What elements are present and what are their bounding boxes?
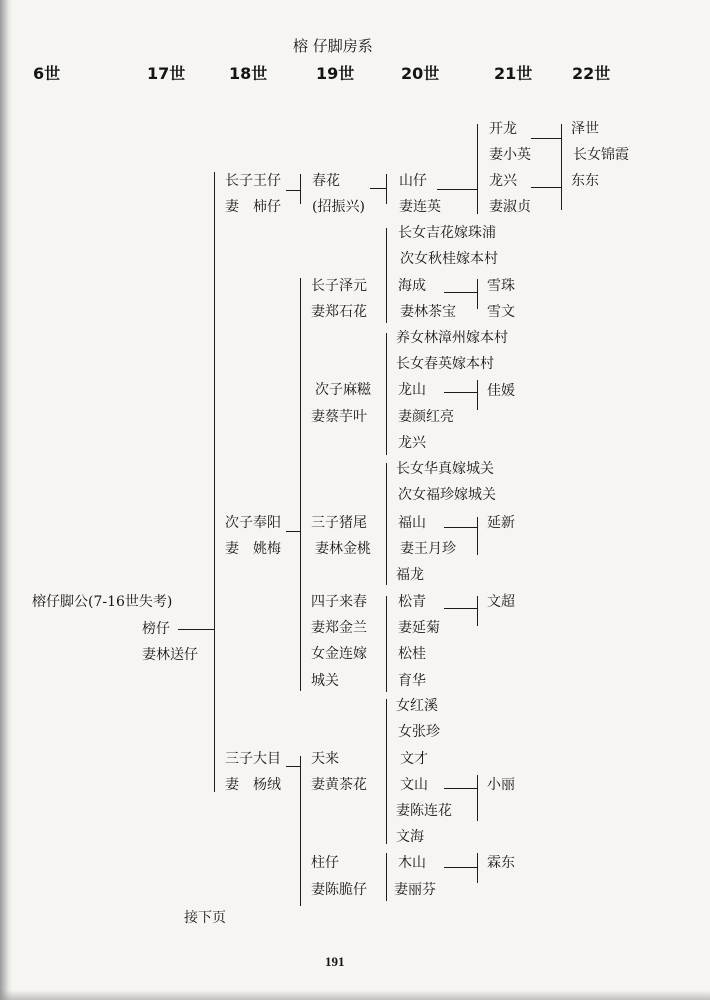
connector-line xyxy=(444,392,478,393)
person-name: 泽世 xyxy=(571,121,599,137)
connector-line xyxy=(386,699,387,844)
connector-line xyxy=(444,788,478,789)
spouse-name: 妻 杨绒 xyxy=(225,777,281,793)
connector-line xyxy=(444,292,478,293)
daughter-entry: 长女华真嫁城关 xyxy=(396,461,494,477)
page-number: 191 xyxy=(325,954,345,969)
generation-19-bracket xyxy=(300,278,301,691)
spouse-name: 妻郑石花 xyxy=(311,304,367,320)
page-title: 榕 仔脚房系 xyxy=(293,37,373,55)
person-name: 三子大目 xyxy=(225,751,281,767)
connector-line xyxy=(386,174,387,204)
person-name: 榜仔 xyxy=(142,621,170,637)
spouse-name: 妻林金桃 xyxy=(315,541,371,557)
connector-line xyxy=(444,527,478,528)
person-name: 文才 xyxy=(400,751,428,767)
person-name: 文海 xyxy=(396,829,424,845)
spouse-name: 妻陈连花 xyxy=(396,803,452,819)
person-name: 松青 xyxy=(398,594,426,610)
spouse-name: 妻郑金兰 xyxy=(311,620,367,636)
connector-line xyxy=(386,596,387,692)
spouse-name: 妻林茶宝 xyxy=(400,304,456,320)
connector-line xyxy=(386,228,387,323)
person-name: 长子泽元 xyxy=(311,278,367,294)
person-name: 雪文 xyxy=(487,304,515,320)
connector-line xyxy=(286,190,301,191)
daughter-entry: 女红溪 xyxy=(396,698,438,714)
generation-label: 21世 xyxy=(494,64,533,83)
person-name: 佳媛 xyxy=(487,383,515,399)
connector-line xyxy=(300,174,301,204)
spouse-name: 妻丽芬 xyxy=(394,882,436,898)
spouse-name: 妻 柿仔 xyxy=(225,199,281,215)
connector-line xyxy=(386,333,387,455)
person-name: 延新 xyxy=(487,515,515,531)
daughter-entry: 养女林漳州嫁本村 xyxy=(396,330,508,346)
person-name: 福山 xyxy=(398,515,426,531)
generation-label: 20世 xyxy=(401,64,440,83)
person-name: 文山 xyxy=(400,777,428,793)
connector-line xyxy=(561,124,562,210)
spouse-name: 妻淑贞 xyxy=(489,199,531,215)
connector-line xyxy=(531,138,561,139)
scan-shadow-bottom xyxy=(0,990,710,1000)
connector-line xyxy=(477,596,478,626)
daughter-entry: 城关 xyxy=(311,673,339,689)
spouse-name: 妻连英 xyxy=(399,199,441,215)
spouse-name: 妻颜红亮 xyxy=(398,409,454,425)
generation-label: 22世 xyxy=(572,64,611,83)
person-name: 春花 xyxy=(312,173,340,189)
person-name: 龙山 xyxy=(398,382,426,398)
spouse-name: 妻陈脆仔 xyxy=(311,882,367,898)
spouse-name: 妻 姚梅 xyxy=(225,541,281,557)
generation-19-bracket xyxy=(300,756,301,906)
connector-line xyxy=(477,775,478,821)
person-name: 山仔 xyxy=(399,173,427,189)
daughter-entry: 次女秋桂嫁本村 xyxy=(400,251,498,267)
person-name: 柱仔 xyxy=(311,855,339,871)
person-name: 海成 xyxy=(398,278,426,294)
spouse-name: 妻蔡芋叶 xyxy=(311,409,367,425)
spouse-name: 妻小英 xyxy=(489,147,531,163)
spouse-name: 妻延菊 xyxy=(398,620,440,636)
person-name: 四子来春 xyxy=(311,594,367,610)
connector-line xyxy=(286,531,301,532)
connector-line xyxy=(477,380,478,410)
daughter-entry: 女金连嫁 xyxy=(311,646,367,662)
person-name: 长女锦霞 xyxy=(573,147,629,163)
person-name: 木山 xyxy=(398,855,426,871)
connector-line xyxy=(370,188,387,189)
connector-line xyxy=(477,279,478,309)
ancestor-label: 榕仔脚公(7-16世失考) xyxy=(32,594,173,610)
person-name: 育华 xyxy=(398,673,426,689)
person-name: 松桂 xyxy=(398,646,426,662)
connector-line xyxy=(477,853,478,883)
spouse-name: (招振兴) xyxy=(312,199,365,215)
person-name: 开龙 xyxy=(489,121,517,137)
connector-line xyxy=(531,187,561,188)
connector-line xyxy=(178,629,215,630)
daughter-entry: 长女吉花嫁珠浦 xyxy=(398,225,496,241)
person-name: 霖东 xyxy=(487,855,515,871)
connector-line xyxy=(444,867,478,868)
generation-label: 19世 xyxy=(316,64,355,83)
daughter-entry: 次女福珍嫁城关 xyxy=(398,487,496,503)
spouse-name: 妻黄茶花 xyxy=(311,777,367,793)
person-name: 东东 xyxy=(571,173,599,189)
person-name: 文超 xyxy=(487,594,515,610)
person-name: 小丽 xyxy=(487,777,515,793)
person-name: 天来 xyxy=(311,751,339,767)
connector-line xyxy=(286,766,301,767)
person-name: 次子麻糍 xyxy=(315,382,371,398)
daughter-entry: 女张珍 xyxy=(398,724,440,740)
person-name: 雪珠 xyxy=(487,278,515,294)
person-name: 三子猪尾 xyxy=(311,515,367,531)
person-name: 龙兴 xyxy=(489,173,517,189)
spouse-name: 妻王月珍 xyxy=(400,541,456,557)
connector-line xyxy=(386,853,387,901)
person-name: 长子王仔 xyxy=(225,173,281,189)
connector-line xyxy=(437,189,477,190)
spouse-name: 妻林送仔 xyxy=(142,647,198,663)
generation-label: 17世 xyxy=(147,64,186,83)
person-name: 福龙 xyxy=(396,567,424,583)
person-name: 龙兴 xyxy=(398,435,426,451)
scan-shadow-left xyxy=(0,0,12,1000)
generation-label: 6世 xyxy=(33,64,61,83)
connector-line xyxy=(444,608,478,609)
continued-note: 接下页 xyxy=(184,910,226,926)
connector-line xyxy=(477,517,478,555)
connector-line xyxy=(477,124,478,214)
daughter-entry: 长女春英嫁本村 xyxy=(396,356,494,372)
generation-label: 18世 xyxy=(229,64,268,83)
generation-18-bracket xyxy=(214,172,215,792)
connector-line xyxy=(386,463,387,585)
person-name: 次子奉阳 xyxy=(225,515,281,531)
